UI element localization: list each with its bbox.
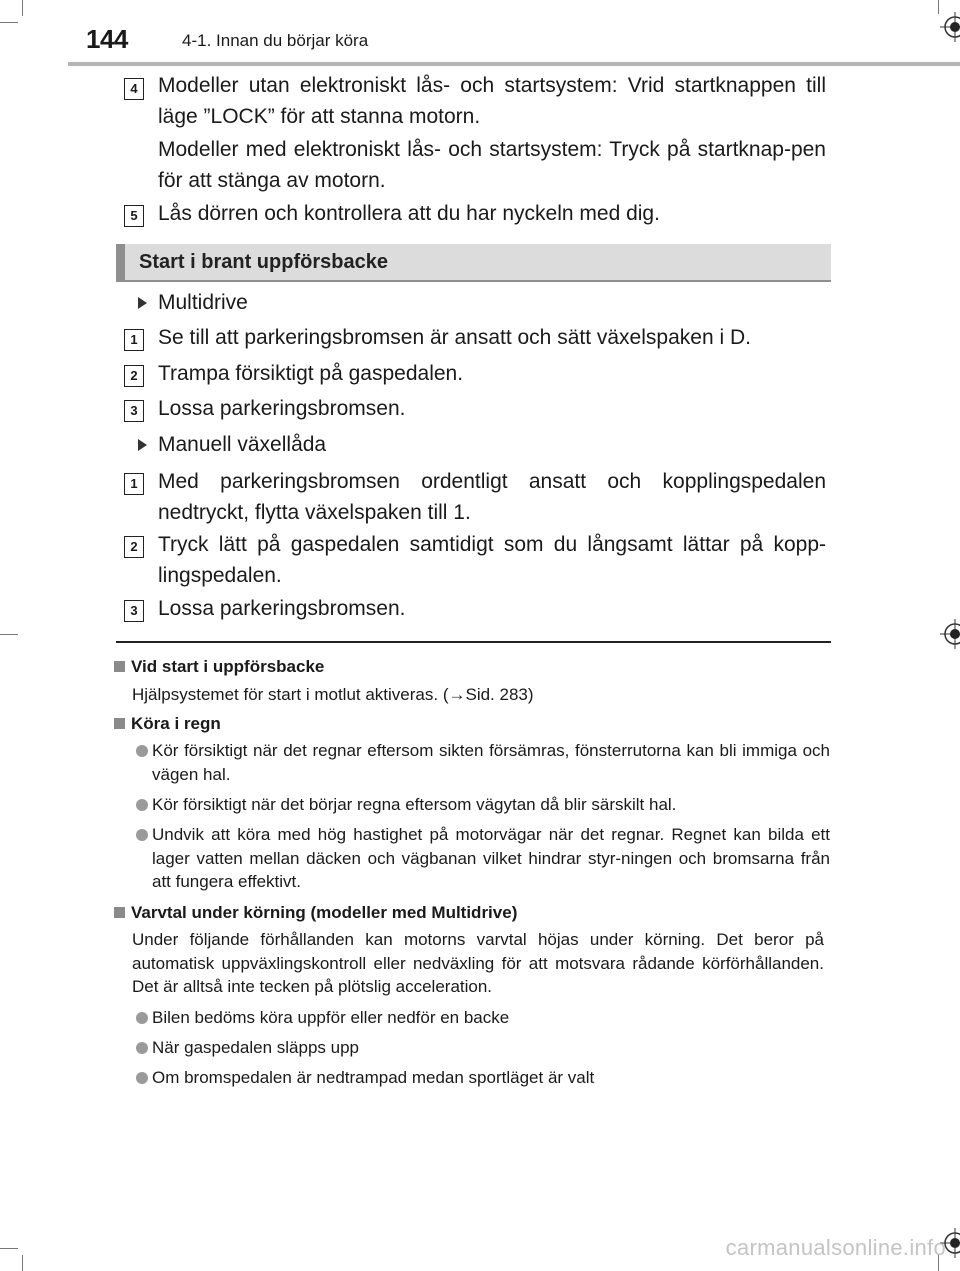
- step-text: Lås dörren och kontrollera att du har nyckeln med dig.: [158, 202, 660, 225]
- circle-bullet-icon: [136, 799, 148, 811]
- step-number-badge: 2: [124, 536, 144, 558]
- triangle-bullet-icon: [138, 297, 147, 309]
- step-text: Lossa parkeringsbromsen.: [158, 597, 406, 620]
- step-text: Modeller utan elektroniskt lås- och startsystem: Vrid startknappen till läge ”LOCK” för att stanna motorn.: [158, 74, 826, 128]
- note-heading: [114, 901, 517, 925]
- step-text: Modeller med elektroniskt lås- och startsystem: Tryck på startknap-pen för att stänga av motorn.: [158, 138, 826, 192]
- subsection-heading: Manuell växellåda: [158, 433, 327, 456]
- bullet-text: Undvik att köra med hög hastighet på motorvägar när det regnar. Regnet kan bilda ett lager vatten mellan däcken och vägbanan vilket hindrar styr-ningen och bromsarna från att fungera effektivt.: [152, 825, 830, 891]
- step-number-badge: 3: [124, 400, 144, 422]
- section-divider: [116, 641, 831, 643]
- step-text: Se till att parkeringsbromsen är ansatt och sätt växelspaken i D.: [158, 326, 751, 349]
- bullet-text: Om bromspedalen är nedtrampad medan sportläget är valt: [152, 1068, 595, 1087]
- header-rule: [68, 62, 960, 66]
- bullet-text: Kör försiktigt när det börjar regna eftersom vägytan då blir särskilt hal.: [152, 795, 677, 814]
- square-bullet-icon: [114, 661, 125, 672]
- step-text: Tryck lätt på gaspedalen samtidigt som du långsamt lättar på kopp-lingspedalen.: [158, 533, 826, 587]
- crop-mark: [0, 634, 18, 635]
- note-heading-label: Vid start i uppförsbacke: [131, 657, 325, 676]
- step-number-badge: 1: [124, 473, 144, 495]
- note-heading-label: Varvtal under körning (modeller med Multidrive): [131, 903, 518, 922]
- circle-bullet-icon: [136, 1072, 148, 1084]
- bullet-text: När gaspedalen släpps upp: [152, 1038, 359, 1057]
- crop-mark: [0, 1248, 18, 1249]
- crop-mark: [0, 22, 18, 23]
- watermark: carmanualsonline.info: [725, 1235, 946, 1260]
- circle-bullet-icon: [136, 829, 148, 841]
- step-number-badge: 3: [124, 600, 144, 622]
- section-header: [116, 244, 831, 282]
- step-number-badge: 2: [124, 365, 144, 387]
- circle-bullet-icon: [136, 745, 148, 757]
- note-heading-label: Köra i regn: [131, 714, 221, 733]
- triangle-bullet-icon: [138, 439, 147, 451]
- registration-mark-icon: [940, 619, 960, 649]
- section-title: Start i brant uppförsbacke: [139, 251, 388, 273]
- note-text: Under följande förhållanden kan motorns varvtal höjas under körning. Det beror på automatisk uppväxlingskontroll eller nedväxling för att motsvara rådande körförhållanden. Det är alltså inte tecken på plötslig acceleration.: [132, 930, 824, 996]
- crop-mark: [22, 1255, 23, 1271]
- square-bullet-icon: [114, 907, 125, 918]
- note-heading: [114, 712, 221, 736]
- circle-bullet-icon: [136, 1012, 148, 1024]
- circle-bullet-icon: [136, 1042, 148, 1054]
- step-number-badge: 5: [124, 205, 144, 227]
- step-number-badge: 1: [124, 329, 144, 351]
- registration-mark-icon: [940, 12, 960, 42]
- crop-mark: [938, 0, 939, 14]
- subsection-heading: Multidrive: [158, 291, 248, 314]
- step-text: Lossa parkeringsbromsen.: [158, 397, 406, 420]
- square-bullet-icon: [114, 718, 125, 729]
- step-number-badge: 4: [124, 78, 144, 100]
- step-text: Med parkeringsbromsen ordentligt ansatt och kopplingspedalen nedtryckt, flytta växelspaken till 1.: [158, 470, 826, 524]
- step-text: Trampa försiktigt på gaspedalen.: [158, 362, 464, 385]
- note-heading: [114, 655, 324, 679]
- crop-mark: [22, 0, 23, 16]
- bullet-text: Kör försiktigt när det regnar eftersom sikten försämras, fönsterrutorna kan bli immiga och vägen hal.: [152, 741, 830, 784]
- note-text: Hjälpsystemet för start i motlut aktiveras. (→Sid. 283): [132, 685, 534, 704]
- page-number: 144: [86, 24, 128, 54]
- chapter-title: 4-1. Innan du börjar köra: [182, 31, 369, 50]
- bullet-text: Bilen bedöms köra uppför eller nedför en backe: [152, 1008, 510, 1027]
